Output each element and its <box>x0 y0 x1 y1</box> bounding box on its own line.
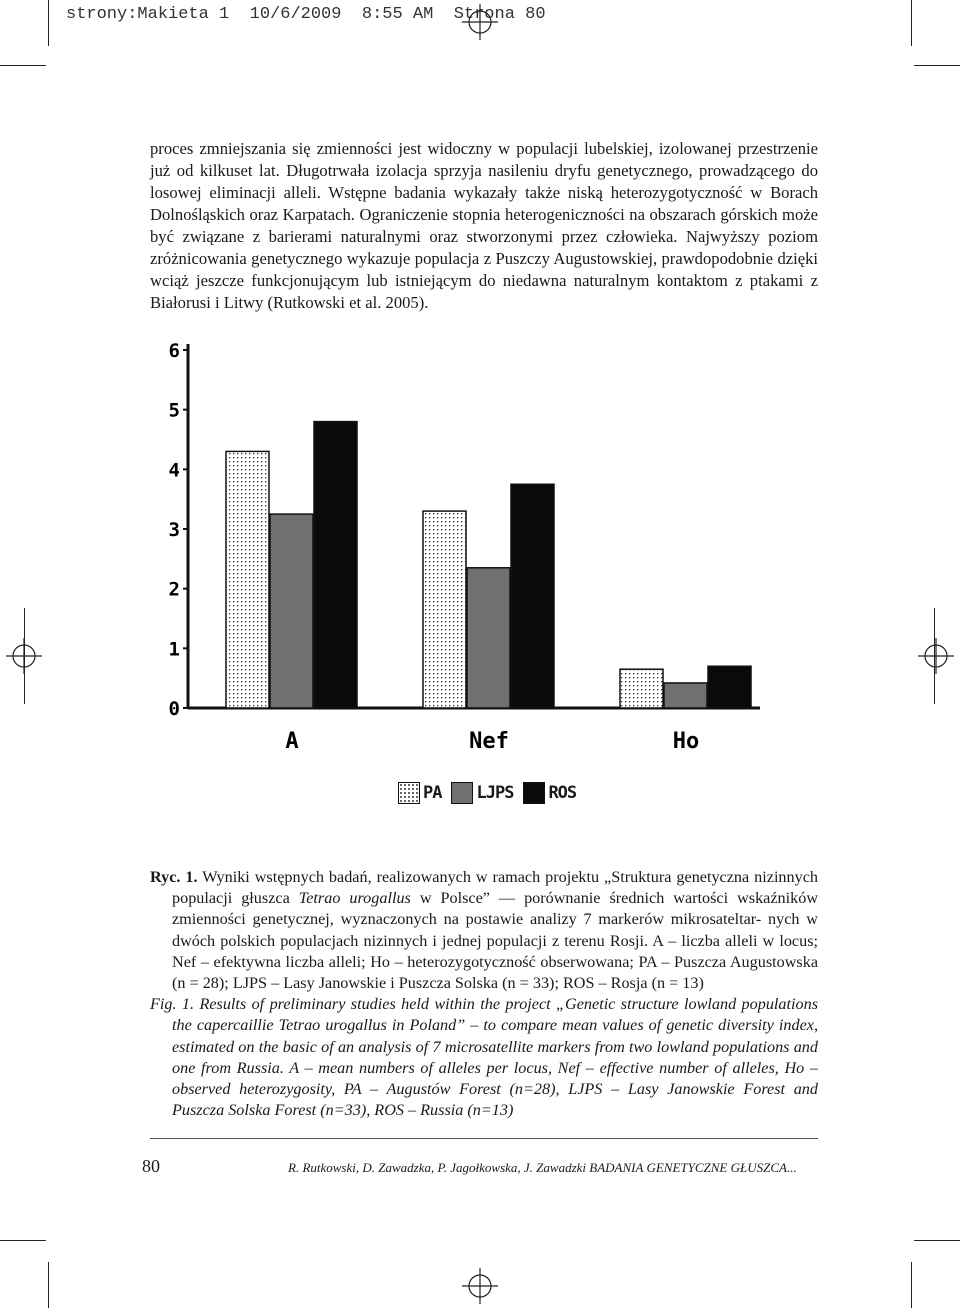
bar-ros-a <box>314 422 357 708</box>
chart-legend <box>398 782 580 804</box>
slug-time: 8:55 AM <box>361 5 434 24</box>
bar-ljps-a <box>270 514 313 708</box>
legend-label: LJPS <box>476 783 514 803</box>
slug-file: strony:Makieta 1 <box>66 5 230 24</box>
page-number: 80 <box>142 1156 160 1176</box>
legend-swatch <box>523 782 545 804</box>
y-tick-label: 4 <box>168 459 180 482</box>
bar-ros-nef <box>511 484 554 708</box>
caption-en-text: Results of preliminary studies held within the project „Genetic structure lowland populations the capercaillie Tetrao urogallus in Poland” – to compare mean values of genetic diversity index, estimated on the basic of an analysis of 7 microsatellite markers from two lowland populations and one from Russia. A – mean numbers of alleles per locus, Nef – effective number of alleles, Ho – observed heterozygosity, PA – Augustów Forest (n=28), LJPS – Lasy Janowskie Forest and Puszcza Solska Forest (n=33), ROS – Russia (n=13) <box>172 995 818 1120</box>
legend-item-ros <box>523 782 576 804</box>
bar-pa-nef <box>423 511 466 708</box>
running-head: R. Rutkowski, D. Zawadzka, P. Jagołkowska, J. Zawadzki BADANIA GENETYCZNE GŁUSZCA... <box>288 1160 797 1175</box>
bar-ljps-ho <box>664 683 707 708</box>
crop-mark-bottom-right-v <box>911 1262 912 1308</box>
slug-date: 10/6/2009 <box>249 5 342 24</box>
crop-mark-top-left-v <box>48 0 49 46</box>
caption-pl-text-1: Wyniki wstępnych badań, realizowanych w ramach projektu „Struktura genetyczna nizinnych populacji głuszca <box>172 868 818 908</box>
crop-mark-bottom-left-v <box>48 1262 49 1308</box>
caption-english <box>150 994 818 1121</box>
x-category-label: A <box>285 729 299 754</box>
y-tick-label: 3 <box>168 519 180 541</box>
figure-caption <box>150 867 818 1121</box>
crop-mark-bottom-left-h <box>0 1240 46 1241</box>
bar-ros-ho <box>708 666 751 708</box>
caption-pl-species: Tetrao urogallus <box>298 889 411 908</box>
y-tick-label: 0 <box>168 698 180 720</box>
y-tick-label: 2 <box>168 578 180 601</box>
legend-label: ROS <box>548 783 577 803</box>
bar-chart <box>160 336 780 816</box>
registration-mark-top-icon <box>462 4 498 40</box>
crop-mark-bottom-right-h <box>914 1240 960 1241</box>
bar-ljps-nef <box>467 568 510 708</box>
legend-item-ljps <box>451 782 513 804</box>
caption-en-label: Fig. 1. <box>150 995 195 1014</box>
legend-swatch <box>398 782 420 804</box>
crop-mark-top-right-v <box>911 0 912 46</box>
y-tick-label: 5 <box>168 399 180 422</box>
y-tick-label: 6 <box>168 340 180 362</box>
legend-item-pa <box>398 782 441 804</box>
registration-mark-left-icon <box>6 638 42 674</box>
legend-label: PA <box>423 783 442 803</box>
caption-pl-text-2: w Polsce” — porównanie średnich wartości wskaźników zmienności genetycznej, wyznaczonych na postawie analizy 7 markerów mikrosateltar- nych w dwóch polskich populacjach nizinnych i jednej populacji z terenu Rosji. A – liczba alleli w locus; Nef – efektywna liczba alleli; Ho – heterozygotyczność obserwowana; PA – Puszcza Augustowska (n = 28); LJPS – Lasy Janowskie i Puszcza Solska (n = 33); ROS – Rosja (n = 13) <box>172 889 819 993</box>
x-category-label: Ho <box>672 729 700 754</box>
registration-mark-bottom-icon <box>462 1268 498 1304</box>
caption-polish <box>150 867 818 994</box>
crop-mark-top-left-h <box>0 65 46 66</box>
registration-mark-right-icon <box>918 638 954 674</box>
legend-swatch <box>451 782 473 804</box>
body-paragraph: proces zmniejszania się zmienności jest widoczny w populacji lubelskiej, izolowanej przestrzenie już od kilkuset lat. Długotrwała izolacja sprzyja nasileniu dryfu genetycznego, prowadzącego do losowej eliminacji alleli. Wstępne badania wykazały także niską heterozygotyczność w Borach Dolnośląskich oraz Karpatach. Ograniczenie stopnia heterogeniczności na obszarach górskich może być związane z barierami naturalnymi oraz stworzonymi przez człowieka. Najwyższy poziom zróżnicowania genetycznego wykazuje populacja z Puszczy Augustowskiej, prawdopodobnie dzięki wciąż jeszcze funkcjonującym lub istniejącym do niedawna naturalnym kontaktom z ptakami z Białorusi i Litwy (Rutkowski et al. 2005). <box>150 139 818 312</box>
slug-page: Strona 80 <box>453 5 546 24</box>
footer-rule <box>150 1138 818 1139</box>
y-tick-label: 1 <box>168 638 180 661</box>
bar-pa-ho <box>620 669 663 708</box>
bar-pa-a <box>226 451 269 708</box>
x-category-label: Nef <box>469 729 509 754</box>
crop-mark-top-right-h <box>914 65 960 66</box>
caption-pl-label: Ryc. 1. <box>150 868 198 886</box>
